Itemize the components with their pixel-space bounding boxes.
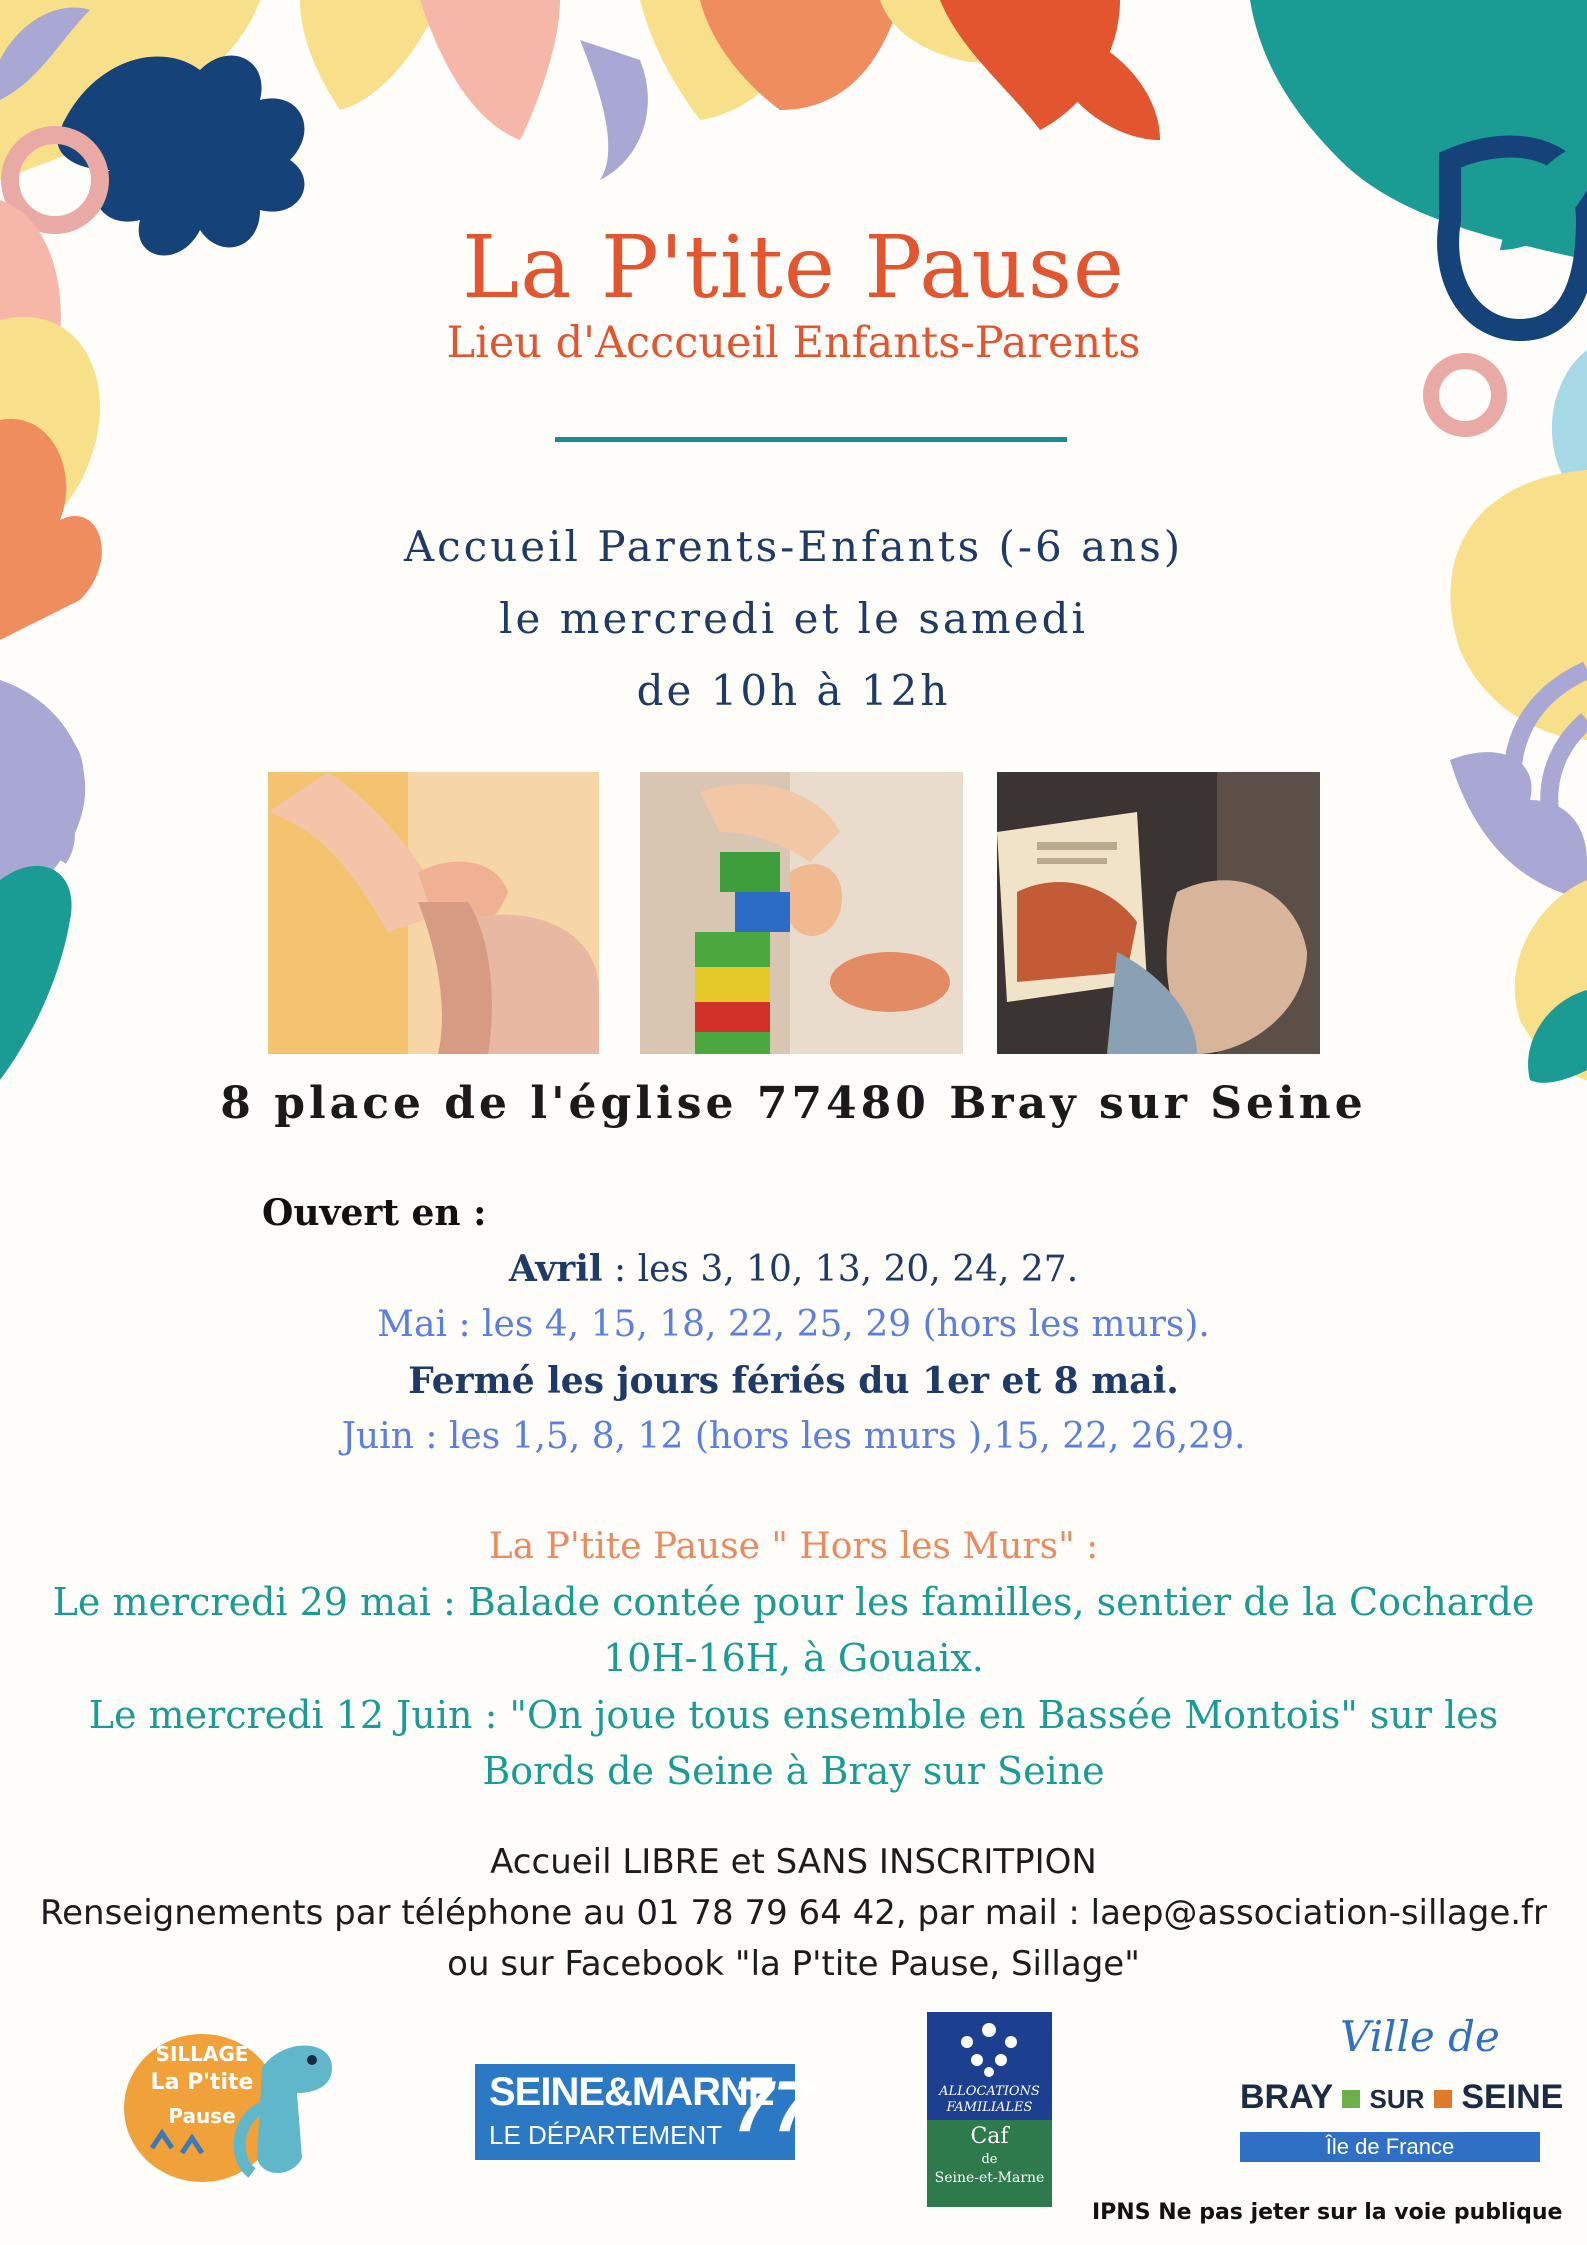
parent-reading-book-photo bbox=[997, 772, 1320, 1054]
info-line-2: Renseignements par téléphone au 01 78 79 64 42, par mail : laep@association-sillage.fr bbox=[40, 1893, 1547, 1933]
bray-region: Île de France bbox=[1240, 2132, 1540, 2162]
schedule-mai: Mai : les 4, 15, 18, 22, 25, 29 (hors les murs). bbox=[377, 1304, 1210, 1345]
bray-script: Ville de bbox=[1340, 2012, 1500, 2061]
hors-les-murs-line-3: Le mercredi 12 Juin : "On joue tous ensemble en Bassée Montois" sur les bbox=[88, 1693, 1499, 1737]
hors-les-murs-line-4: Bords de Seine à Bray sur Seine bbox=[482, 1749, 1105, 1793]
sillage-logo-line-1: SILLAGE bbox=[155, 2042, 249, 2066]
sillage-logo-line-2: La P'tite bbox=[150, 2070, 254, 2095]
bray-name bbox=[1240, 2078, 1564, 2117]
hours-line-3: de 10h à 12h bbox=[636, 666, 951, 715]
hors-les-murs-heading: La P'tite Pause " Hors les Murs" : bbox=[488, 1526, 1099, 1567]
bray-name-a: BRAY bbox=[1240, 2078, 1333, 2116]
schedule-avril-dates: : les 3, 10, 13, 20, 24, 27. bbox=[602, 1249, 1079, 1290]
schedule-avril-label: Avril bbox=[508, 1248, 603, 1290]
bray-name-c: SEINE bbox=[1461, 2078, 1564, 2116]
schedule-juin: Juin : les 1,5, 8, 12 (hors les murs ),15, 22, 26,29. bbox=[341, 1416, 1246, 1457]
seine-et-marne-logo bbox=[475, 2064, 814, 2160]
sillage-logo-line-3: Pause bbox=[168, 2104, 236, 2128]
bray-name-b: SUR bbox=[1369, 2084, 1425, 2114]
address: 8 place de l'église 77480 Bray sur Seine bbox=[220, 1078, 1367, 1129]
bray-sur-seine-logo bbox=[1240, 2012, 1564, 2164]
caf-logo-bottom bbox=[927, 2120, 1052, 2207]
caf-line-5: Seine-et-Marne bbox=[934, 2170, 1045, 2186]
schedule-heading: Ouvert en : bbox=[262, 1192, 487, 1234]
reading-photo bbox=[997, 772, 1320, 1054]
caf-family-icon bbox=[927, 2012, 1052, 2082]
caf-line-1: ALLOCATIONS bbox=[939, 2084, 1040, 2099]
ipns-notice: IPNS Ne pas jeter sur la voie publique bbox=[1092, 2200, 1563, 2225]
orange-square-icon bbox=[1434, 2090, 1452, 2108]
baby-hand-holding-finger-photo bbox=[268, 772, 599, 1054]
blocks-photo bbox=[640, 772, 963, 1054]
caf-line-2: FAMILIALES bbox=[946, 2100, 1033, 2115]
sillage-dinosaur-icon bbox=[122, 2008, 347, 2183]
page-subtitle: Lieu d'Acccueil Enfants-Parents bbox=[446, 318, 1141, 368]
seine-marne-number: 77 bbox=[733, 2067, 814, 2147]
divider bbox=[555, 437, 1067, 442]
hors-les-murs-line-1: Le mercredi 29 mai : Balade contée pour les familles, sentier de la Cocharde bbox=[52, 1580, 1535, 1624]
info-line-1: Accueil LIBRE et SANS INSCRITPION bbox=[490, 1842, 1097, 1882]
page-title: La P'tite Pause bbox=[462, 218, 1125, 318]
caf-line-4: de bbox=[981, 2152, 998, 2167]
caf-logo bbox=[927, 2012, 1052, 2207]
info-line-3: ou sur Facebook "la P'tite Pause, Sillage" bbox=[447, 1944, 1140, 1984]
hours-line-1: Accueil Parents-Enfants (-6 ans) bbox=[403, 522, 1184, 571]
hors-les-murs-line-2: 10H-16H, à Gouaix. bbox=[603, 1636, 984, 1680]
child-stacking-blocks-photo bbox=[640, 772, 963, 1054]
baby-hand-photo bbox=[268, 772, 599, 1054]
sillage-logo bbox=[122, 2008, 347, 2183]
green-square-icon bbox=[1342, 2090, 1360, 2108]
seine-marne-name: SEINE&MARNE bbox=[489, 2070, 774, 2114]
schedule-ferme: Fermé les jours fériés du 1er et 8 mai. bbox=[408, 1360, 1179, 1402]
caf-line-3: Caf bbox=[970, 2124, 1009, 2149]
seine-marne-sub: LE DÉPARTEMENT bbox=[489, 2120, 723, 2150]
schedule-avril bbox=[0, 1248, 1587, 1290]
hours-line-2: le mercredi et le samedi bbox=[499, 594, 1088, 643]
caf-logo-top bbox=[927, 2012, 1052, 2120]
